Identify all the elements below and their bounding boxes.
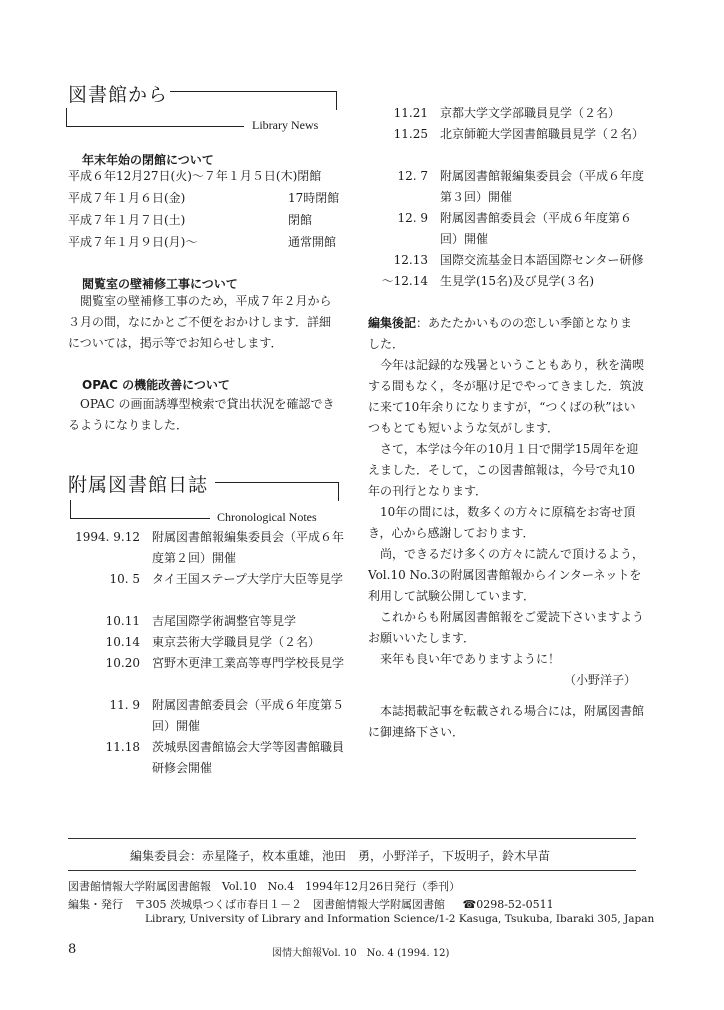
editorial-paragraph: 今年は記録的な残暑ということもあり，秋を満喫する間もなく，冬が駆け足でやってきました．筑波に来て10年余りになりますが，“つくばの秋”はいつもとても短いような気がします． — [368, 358, 645, 435]
reprint-notice: 本誌掲載記事を転載される場合には，附属図書館に御連絡下さい． — [368, 704, 645, 739]
publisher-label: 編集・発行 — [68, 898, 123, 911]
entry-text: 茨城県図書館協会大学等図書館職員研修会開催 — [152, 740, 345, 775]
journal-footer: 図情大館報Vol. 10 No. 4 (1994. 12) — [272, 948, 450, 959]
entry-date: 1994. 9.12 — [75, 530, 140, 544]
closure-line: 平成７年１月７日(土) — [68, 213, 186, 227]
entry-date: 12. 9 — [397, 211, 428, 225]
entry-date: 10.20 — [105, 656, 140, 670]
editorial-intro — [368, 313, 644, 355]
editorial-signature: （小野洋子） — [564, 673, 637, 687]
colophon-rule — [68, 838, 636, 839]
editorial-paragraph: さて，本学は今年の10月１日で開学15周年を迎えました．そして，この図書館報は，今号で丸10年の刊行となります． — [368, 442, 639, 498]
chronology-entry — [368, 103, 644, 124]
entry-date: 10.11 — [105, 614, 140, 628]
closure-heading: 年末年始の閉館について — [82, 153, 214, 167]
editorial-paragraph: 10年の間には，数多くの方々に原稿をお寄せ頂き，心から感謝しております． — [368, 505, 636, 540]
closure-status: 17時閉館 — [288, 191, 340, 205]
entry-text: 国際交流基金日本語国際センター研修生見学(15名)及び見学(３名) — [440, 253, 644, 288]
entry-date: 10.14 — [105, 635, 140, 649]
section-rule — [215, 482, 339, 483]
closure-line: 平成７年１月９日(月)～ — [68, 235, 198, 249]
entry-text: 附属図書館報編集委員会（平成６年度第３回）開催 — [440, 169, 645, 204]
editorial-paragraph: 尚，できるだけ多くの方々に読んで頂けるよう，Vol.10 No.3の附属図書館報からインターネットを利用して試験公開しています． — [368, 547, 645, 603]
entry-date: 12.13 ～12.14 — [381, 253, 428, 288]
entry-text: 東京芸術大学職員見学（２名） — [152, 635, 321, 649]
entry-text: 宮野木更津工業高等専門学校長見学 — [152, 656, 345, 670]
chronology-entry — [68, 527, 346, 569]
chronology-entry — [68, 632, 346, 653]
section-rule — [170, 91, 337, 92]
closure-line: 平成６年12月27日(火)～７年１月５日(木)閉館 — [68, 169, 322, 183]
closure-status: 閉館 — [288, 213, 313, 227]
entry-date: 11.18 — [105, 740, 140, 754]
section-rule — [338, 482, 339, 501]
repair-heading: 閲覧室の壁補修工事について — [82, 277, 238, 291]
chronology-entry — [68, 611, 346, 632]
chronology-entry — [368, 250, 644, 292]
publication-info: 図書館情報大学附属図書館報 Vol.10 No.4 1994年12月26日発行（季刊） — [68, 880, 461, 893]
chronology-subtitle: Chronological Notes — [217, 510, 317, 524]
entry-date: 12. 7 — [397, 169, 428, 183]
chronology-title: 附属図書館日誌 — [68, 474, 209, 496]
repair-body: 閲覧室の壁補修工事のため，平成７年２月から３月の間，なにかとご不便をおかけします．詳細については，掲示等でお知らせします． — [68, 294, 332, 350]
publisher-address: 〒305 茨城県つくば市春日１－２ 図書館情報大学附属図書館 — [134, 898, 445, 911]
editorial-lead: ：あたたかいものの恋しい季節となりました． — [368, 316, 633, 351]
entry-date: 10. 5 — [109, 572, 140, 586]
chronology-entry — [68, 569, 346, 590]
english-address: Library, University of Library and Information Science/1-2 Kasuga, Tsukuba, Ibaraki 305, Japan — [145, 913, 655, 925]
library-section-title: 図書館から — [68, 84, 169, 106]
entry-text: 北京師範大学図書館職員見学（２名） — [440, 127, 645, 141]
section-rule — [70, 500, 71, 519]
editorial-label: 編集後記 — [368, 316, 417, 330]
publisher-info — [68, 896, 554, 912]
entry-text: 京都大学文学部職員見学（２名） — [440, 106, 621, 120]
page-number: 8 — [68, 942, 77, 957]
chronology-entry — [68, 653, 346, 674]
section-rule — [70, 518, 210, 519]
entry-text: 吉尾国際学術調整官等見学 — [152, 614, 297, 628]
entry-text: 附属図書館報編集委員会（平成６年度第２回）開催 — [152, 530, 345, 565]
entry-date: 11.25 — [393, 127, 428, 141]
publisher-phone: ☎0298-52-0511 — [462, 898, 554, 911]
opac-heading: OPAC の機能改善について — [82, 378, 230, 392]
chronology-entry — [68, 695, 346, 737]
editorial-paragraph: これからも附属図書館報をご愛読下さいますようお願いいたします． — [368, 610, 645, 645]
section-rule — [66, 126, 244, 127]
chronology-entry — [368, 166, 644, 208]
entry-text: 附属図書館委員会（平成６年度第５回）開催 — [152, 698, 345, 733]
library-section-subtitle: Library News — [252, 118, 319, 132]
editorial-committee: 編集委員会：赤星隆子，枚本重雄，池田 勇，小野洋子，下坂明子，鈴木早苗 — [130, 849, 551, 863]
section-rule — [66, 108, 67, 127]
entry-text: 附属図書館委員会（平成６年度第６回）開催 — [440, 211, 633, 246]
entry-date: 11.21 — [393, 106, 428, 120]
chronology-entry — [368, 124, 644, 145]
section-rule — [336, 91, 337, 110]
entry-text: タイ王国ステープ大学庁大臣等見学 — [152, 572, 343, 586]
closure-status: 通常開館 — [288, 235, 337, 249]
chronology-entry — [68, 737, 346, 779]
entry-date: 11. 9 — [109, 698, 140, 712]
opac-body: OPAC の画面誘導型検索で貸出状況を確認できるようになりました． — [68, 397, 335, 432]
colophon-rule — [68, 870, 636, 871]
chronology-entry — [368, 208, 644, 250]
editorial-paragraph: 来年も良い年でありますように！ — [380, 652, 561, 666]
closure-line: 平成７年１月６日(金) — [68, 191, 186, 205]
